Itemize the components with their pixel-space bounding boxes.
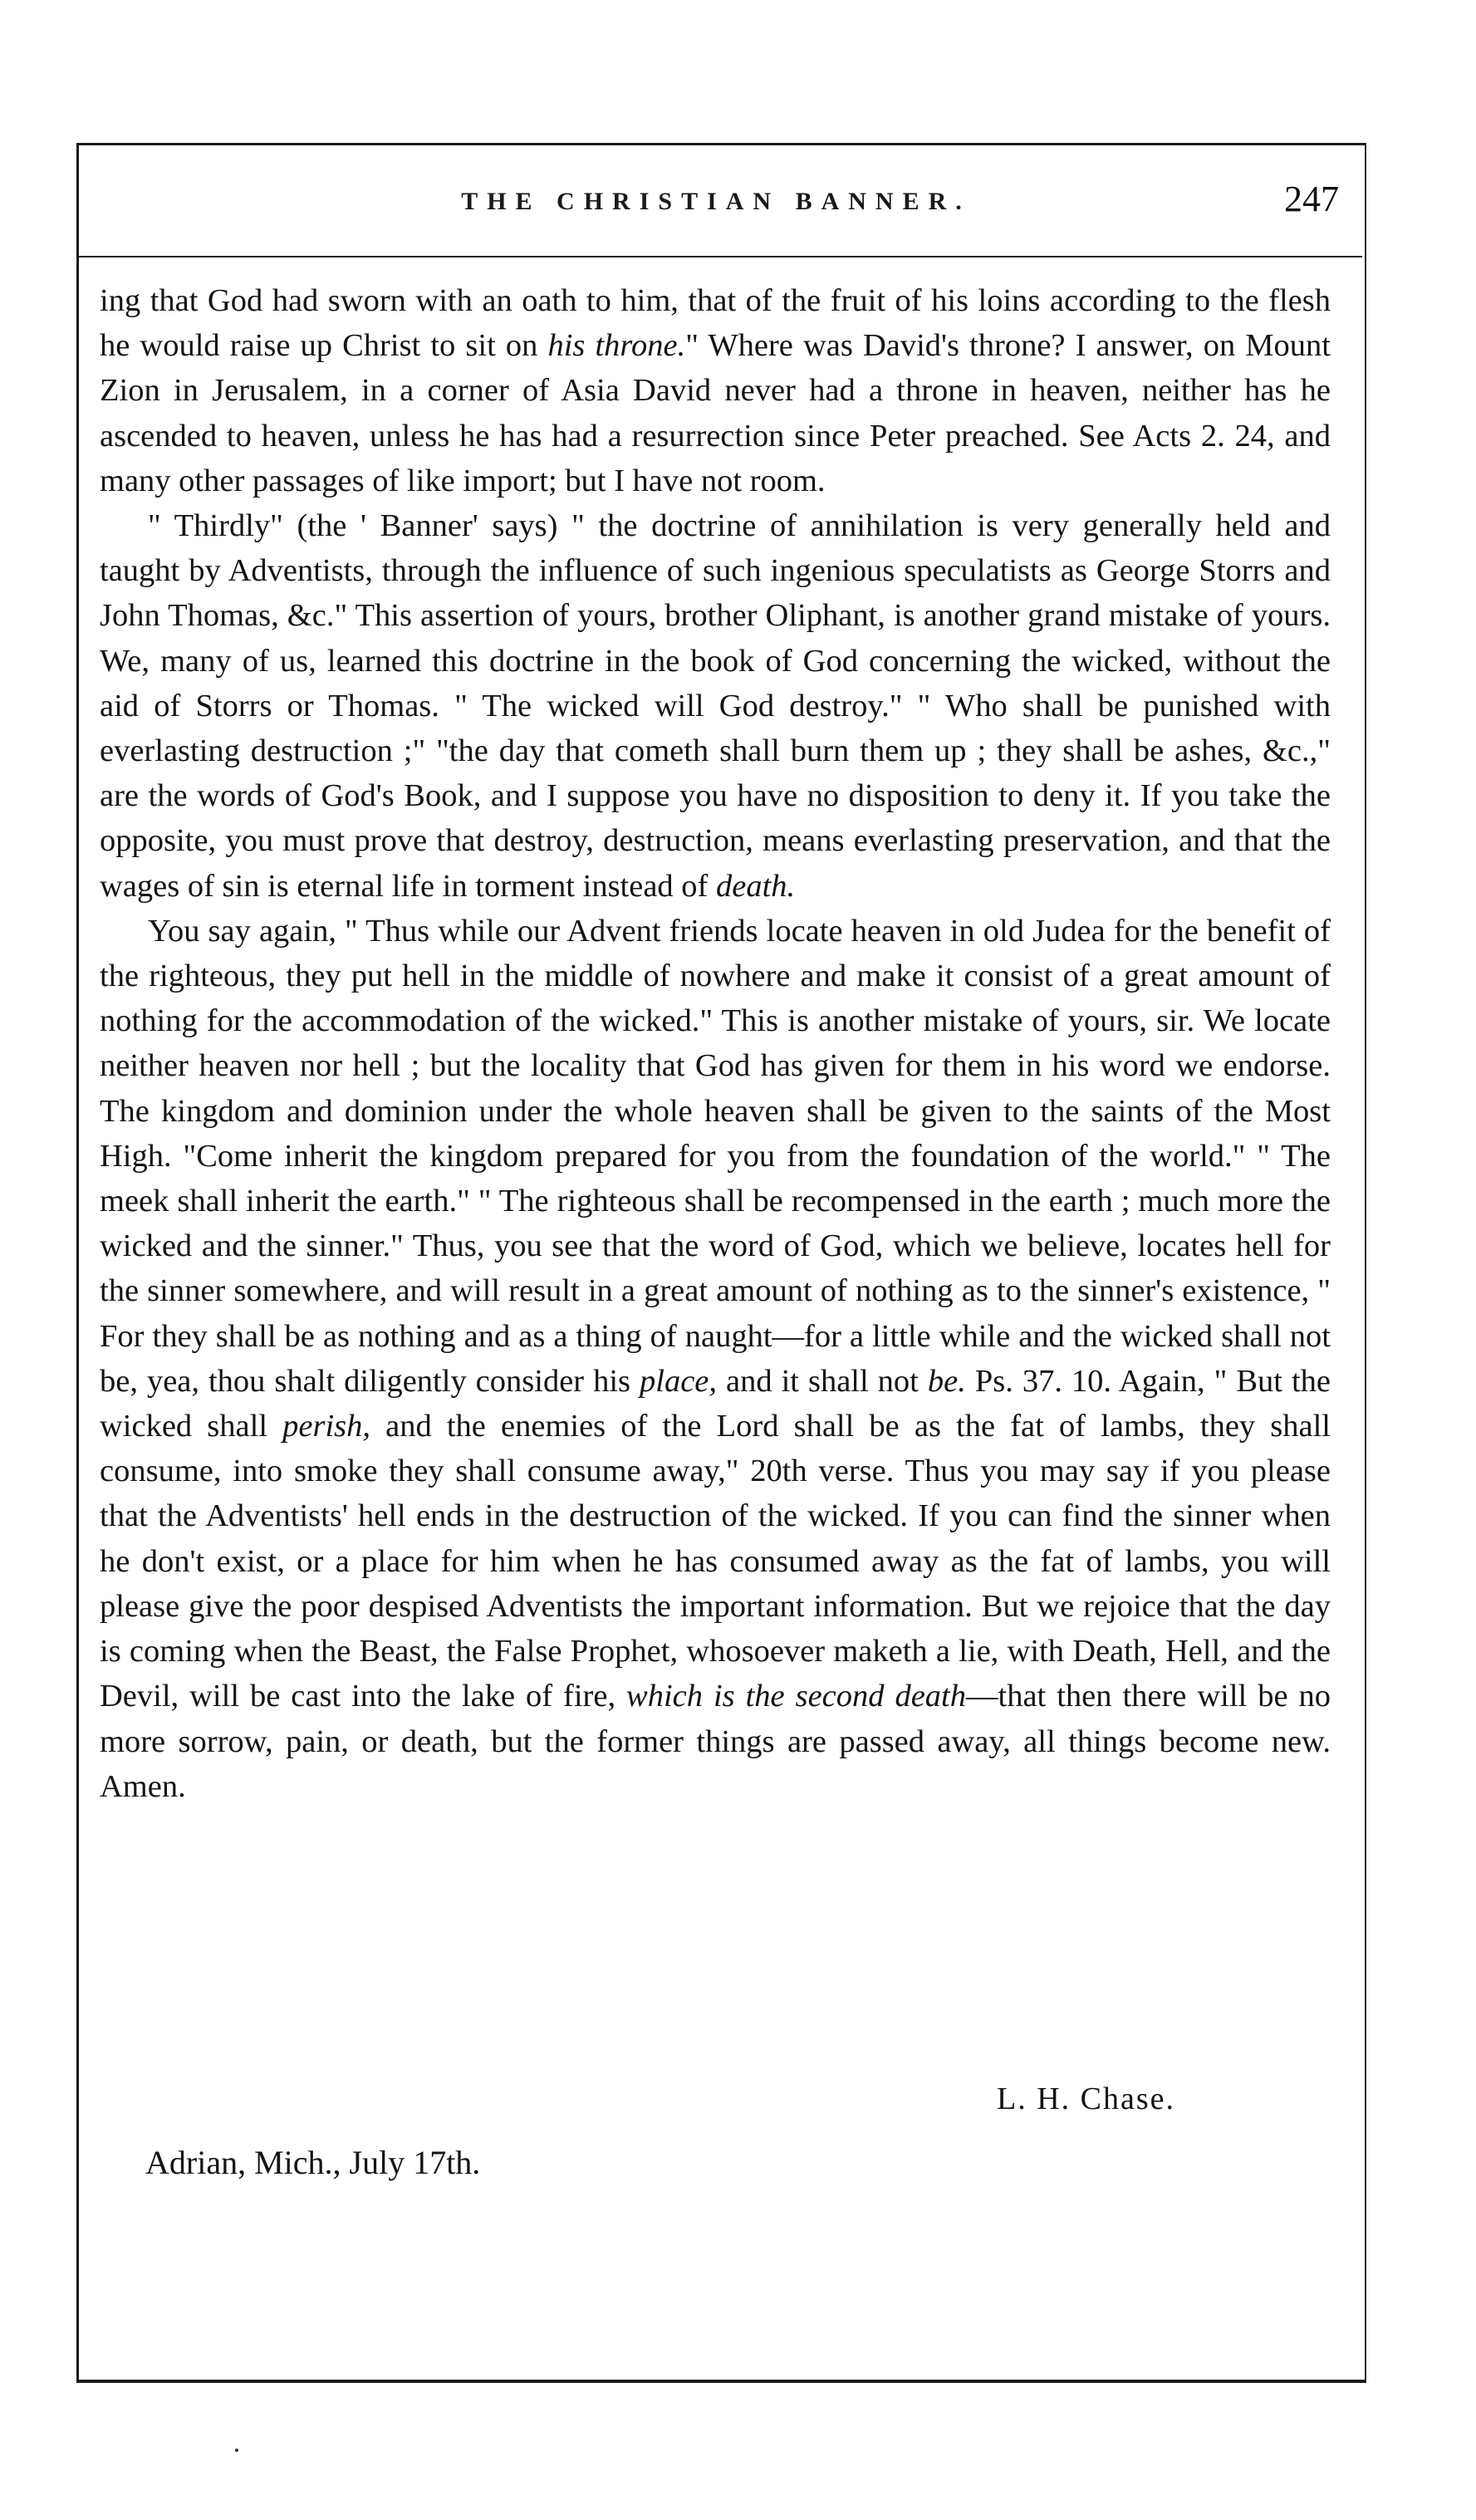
text-run: You say again, " Thus while our Advent friends locate heaven in old Judea for the benefit of the righteous, they put hell in the middle of nowhere and make it consist of a great amount of nothing for the accommodation of the wicked." This is another mistake of yours, sir. We locate neither heaven nor hell ; but the locality that God has given for them in his word we endorse. The kingdom and dominion under the whole heaven shall be given to the saints of the Most High. "Come inherit the kingdom prepared for you from the foundation of the world." " The meek shall inherit the earth." " The righteous shall be recompensed in the earth ; much more the wicked and the sinner." Thus, you see that the word of God, which we believe, locates hell for the sinner somewhere, and will result in a great amount of nothing as to the sinner's existence, " For they shall be as nothing and as a thing of naught—for a little while and the wicked shall not be, yea, thou shalt diligently consider his [100,913,1331,1399]
text-run: —that then there will be no more sorrow, pain, or death, but the former things are passed away, all things become new. Amen. [100,1679,1331,1804]
text-run: and it shall not [717,1363,928,1399]
text-run: ing that God had sworn with an oath to him, that of the fruit of his loins according to the flesh he would raise up Christ to sit on [100,283,1331,364]
italic-text: his throne. [547,328,686,364]
author-signature: L. H. Chase. [997,2081,1176,2116]
italic-text: death. [716,868,796,904]
text-run: " Thirdly" (the ' Banner' says) " the doctrine of annihilation is very generally held and taught by Adventists, through the influence of such ingenious speculatists as George Storrs and John Thomas, &c." This assertion of yours, brother Oliphant, is another grand mistake of yours. We, many of us, learned this doctrine in the book of God concerning the wicked, without the aid of Storrs or Thomas. " The wicked will God destroy." " Who shall be punished with everlasting destruction ;" "the day that cometh shall burn them up ; they shall be ashes, &c.," are the words of God's Book, and I suppose you have no disposition to deny it. If you take the opposite, you must prove that destroy, destruction, means everlasting preservation, and that the wages of sin is eternal life in torment instead of [100,508,1331,904]
page-number: 247 [1284,179,1339,219]
header-rule [76,256,1362,257]
running-head [76,179,1356,233]
body-paragraph [100,278,1331,503]
text-run: " Where was David's throne? I answer, on Mount Zion in Jerusalem, in a corner of Asia David never had a throne in heaven, neither has he ascended to heaven, unless he has had a resurrection since Peter preached. See Acts 2. 24, and many other passages of like import; but I have not room. [100,328,1331,498]
running-title: THE CHRISTIAN BANNER. [461,188,971,215]
article-body [100,278,1331,1809]
text-run: Ps. 37. 10. Again, " But the wicked shall [100,1363,1331,1444]
italic-text: place, [640,1363,718,1399]
body-paragraph [100,909,1331,1809]
dateline: Adrian, Mich., July 17th. [145,2144,481,2181]
italic-text: which is the second death [626,1679,967,1714]
body-paragraph [100,503,1331,909]
italic-text: perish, [282,1409,371,1444]
italic-text: be. [927,1363,966,1399]
text-run: and the enemies of the Lord shall be as the fat of lambs, they shall consume, into smoke they shall consume away," 20th verse. Thus you may say if you please that the Adventists' hell ends in the destruction of the wicked. If you can find the sinner when he don't exist, or a place for him when he has consumed away as the fat of lambs, you will please give the poor despised Adventists the important information. But we rejoice that the day is coming when the Beast, the False Prophet, whosoever maketh a lie, with Death, Hell, and the Devil, will be cast into the lake of fire, [100,1409,1331,1714]
ink-speck [235,2449,238,2452]
